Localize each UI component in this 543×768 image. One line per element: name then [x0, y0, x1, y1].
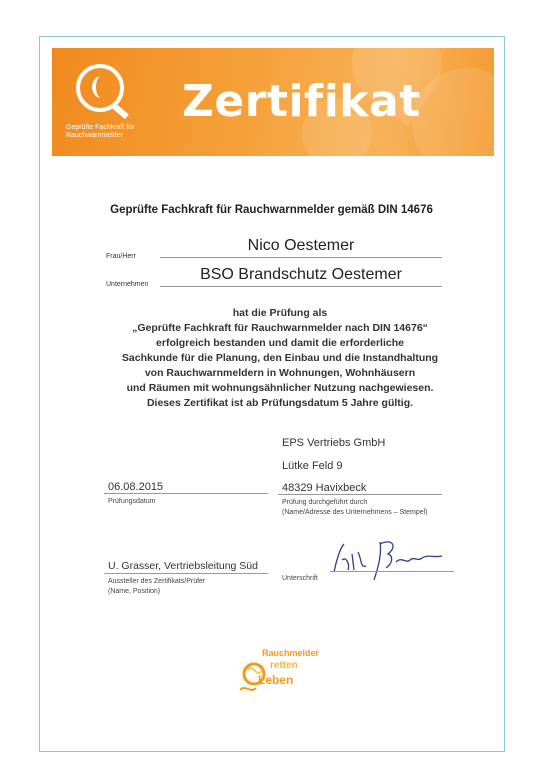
body-line: erfolgreich bestanden und damit die erforderliche: [156, 337, 404, 349]
issuer-caption-2: (Name, Position): [108, 588, 161, 595]
body-line: Dieses Zertifikat ist ab Prüfungsdatum 5 Jahre gültig.: [146, 397, 414, 409]
examiner-line: [278, 494, 442, 495]
body-line: hat die Prüfung als: [232, 307, 328, 319]
rauchmelder-retten-leben-logo: [236, 640, 320, 700]
handwritten-signature: [322, 534, 462, 584]
certificate-body: [70, 306, 490, 411]
examiner-street: Lütke Feld 9: [282, 460, 343, 472]
logo-text: Geprüfte Fachkraft für Rauchwarnmelder: [66, 124, 135, 139]
body-line: und Räumen mit wohnungsähnlicher Nutzung nachgewiesen.: [126, 382, 434, 394]
person-name: Nico Oestemer: [160, 237, 442, 258]
examiner-city: 48329 Havixbeck: [282, 482, 367, 494]
examiner-caption: [282, 498, 428, 518]
issuer-line: [104, 573, 268, 574]
person-label: Frau/Herr: [106, 253, 136, 260]
examiner-caption-2: (Name/Adresse des Unternehmens – Stempel): [282, 509, 428, 516]
company-name: BSO Brandschutz Oestemer: [160, 266, 442, 287]
badge-line-1: Rauchmelder: [262, 648, 320, 658]
signature-caption: Unterschrift: [282, 575, 318, 582]
q-logo-icon: [76, 64, 124, 112]
body-line: „Geprüfte Fachkraft für Rauchwarnmelder nach DIN 14676“: [132, 322, 428, 334]
date-line: [104, 493, 268, 494]
certificate-title: Zertifikat: [182, 76, 421, 127]
examiner-caption-1: Prüfung durchgeführt durch: [282, 499, 368, 506]
date-caption: Prüfungsdatum: [108, 498, 156, 505]
exam-date: 06.08.2015: [108, 481, 164, 493]
badge-line-3: Leben: [258, 673, 294, 687]
badge-line-2: retten: [270, 660, 298, 671]
header-banner: [52, 48, 494, 156]
body-line: von Rauchwarnmeldern in Wohnungen, Wohnhäusern: [144, 367, 416, 379]
certificate-subtitle: Geprüfte Fachkraft für Rauchwarnmelder gemäß DIN 14676: [110, 204, 433, 216]
company-label: Unternehmen: [106, 281, 149, 288]
issuer-caption: [108, 577, 205, 597]
issuer-caption-1: Aussteller des Zertifikats/Prüfer: [108, 578, 206, 585]
issuer-name: U. Grasser, Vertriebsleitung Süd: [108, 560, 258, 572]
examiner-name: EPS Vertriebs GmbH: [282, 437, 386, 449]
body-line: Sachkunde für die Planung, den Einbau und die Instandhaltung: [121, 352, 439, 364]
signature-line: [330, 571, 454, 572]
